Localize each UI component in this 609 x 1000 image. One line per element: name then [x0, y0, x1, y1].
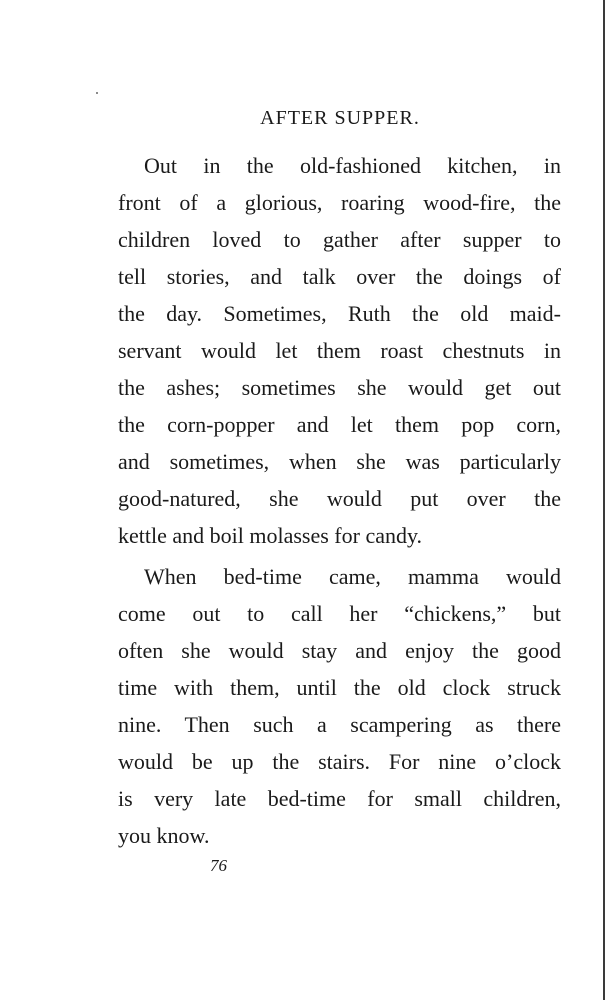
text-line: time with them, until the old clock struck [118, 675, 561, 700]
page-number: 76 [210, 856, 227, 875]
text-line: nine. Then such a scampering as there [118, 712, 561, 737]
paragraph-1 [118, 147, 561, 554]
text-line: and sometimes, when she was particularly [118, 449, 561, 474]
text-line: often she would stay and enjoy the good [118, 638, 561, 663]
text-line: come out to call her “chickens,” but [118, 601, 561, 626]
text-line: you know. [118, 823, 210, 848]
text-line: Out in the old-fashioned kitchen, in [144, 153, 561, 178]
page-edge-shadow [603, 0, 605, 1000]
print-speck [96, 92, 98, 94]
text-line: front of a glorious, roaring wood-fire, the [118, 190, 561, 215]
text-line: good-natured, she would put over the [118, 486, 561, 511]
text-line: the ashes; sometimes she would get out [118, 375, 561, 400]
text-line: tell stories, and talk over the doings of [118, 264, 561, 289]
text-line: When bed-time came, mamma would [144, 564, 561, 589]
text-line: servant would let them roast chestnuts in [118, 338, 561, 363]
text-line: children loved to gather after supper to [118, 227, 561, 252]
chapter-heading: AFTER SUPPER. [260, 107, 420, 129]
text-line: the day. Sometimes, Ruth the old maid- [118, 301, 561, 326]
text-line: is very late bed-time for small children, [118, 786, 561, 811]
paragraph-2 [118, 558, 561, 854]
text-line: kettle and boil molasses for candy. [118, 523, 423, 548]
text-line: would be up the stairs. For nine o’clock [118, 749, 561, 774]
text-line: the corn-popper and let them pop corn, [118, 412, 561, 437]
